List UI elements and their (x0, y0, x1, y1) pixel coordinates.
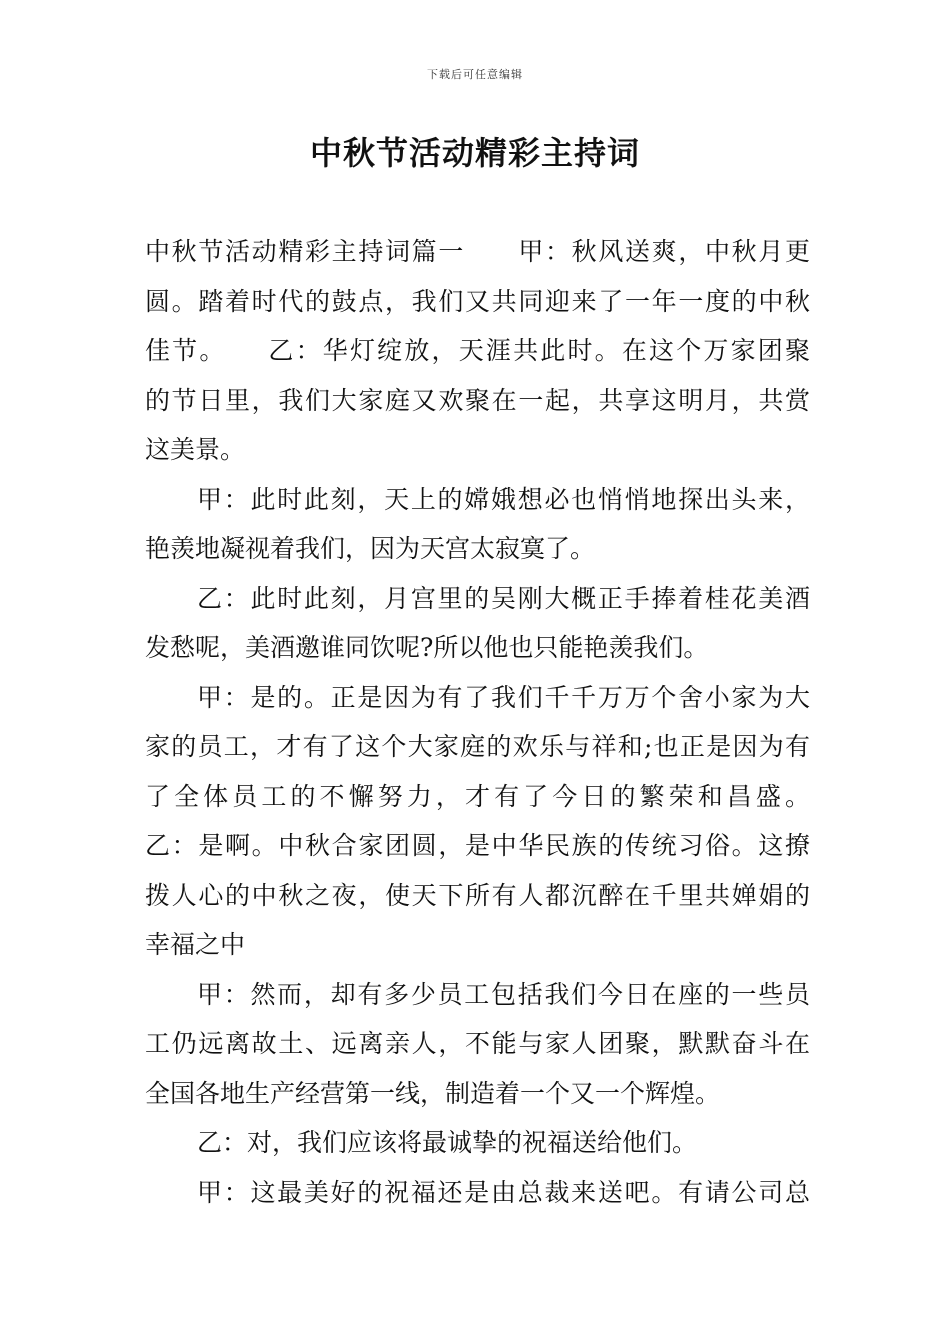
paragraph-line: 圆。踏着时代的鼓点，我们又共同迎来了一年一度的中秋 (145, 286, 810, 316)
paragraph-line: 工仍远离故土、远离亲人，不能与家人团聚，默默奋斗在 (145, 1029, 810, 1058)
paragraph-line: 甲：此时此刻，天上的嫦娥想必也悄悄地探出头来， (197, 484, 810, 514)
paragraph-line: 这美景。 (145, 435, 246, 464)
document-body (145, 227, 810, 1217)
paragraph-line: 佳节。 乙：华灯绽放，天涯共此时。在这个万家团聚 (145, 336, 810, 365)
paragraph-line: 拨人心的中秋之夜，使天下所有人都沉醉在千里共婵娟的 (145, 880, 810, 910)
paragraph-line: 艳羡地凝视着我们，因为天宫太寂寞了。 (145, 534, 596, 563)
paragraph-line: 乙：此时此刻，月宫里的吴刚大概正手捧着桂花美酒 (197, 583, 810, 613)
paragraph-line: 了全体员工的不懈努力，才有了今日的繁荣和昌盛。 (145, 781, 810, 811)
paragraph-line: 甲：然而，却有多少员工包括我们今日在座的一些员 (197, 979, 810, 1009)
paragraph-line: 发愁呢，美酒邀谁同饮呢?所以他也只能艳羡我们。 (145, 633, 709, 662)
paragraph-line: 家的员工，才有了这个大家庭的欢乐与祥和;也正是因为有 (145, 732, 810, 761)
paragraph-line: 乙：是啊。中秋合家团圆，是中华民族的传统习俗。这撩 (145, 831, 810, 860)
paragraph-line: 全国各地生产经营第一线，制造着一个又一个辉煌。 (145, 1078, 721, 1108)
paragraph-line: 幸福之中 (145, 930, 246, 959)
paragraph-line: 甲：是的。正是因为有了我们千千万万个舍小家为大 (197, 682, 810, 712)
header-note: 下载后可任意编辑 (427, 68, 523, 81)
paragraph-line: 乙：对，我们应该将最诚挚的祝福送给他们。 (197, 1128, 698, 1157)
paragraph-line: 甲：这最美好的祝福还是由总裁来送吧。有请公司总 (197, 1177, 810, 1207)
paragraph-line: 中秋节活动精彩主持词篇一 甲：秋风送爽，中秋月更 (145, 237, 810, 266)
document-title: 中秋节活动精彩主持词 (309, 134, 640, 172)
paragraph-line: 的节日里，我们大家庭又欢聚在一起，共享这明月，共赏 (145, 385, 810, 415)
